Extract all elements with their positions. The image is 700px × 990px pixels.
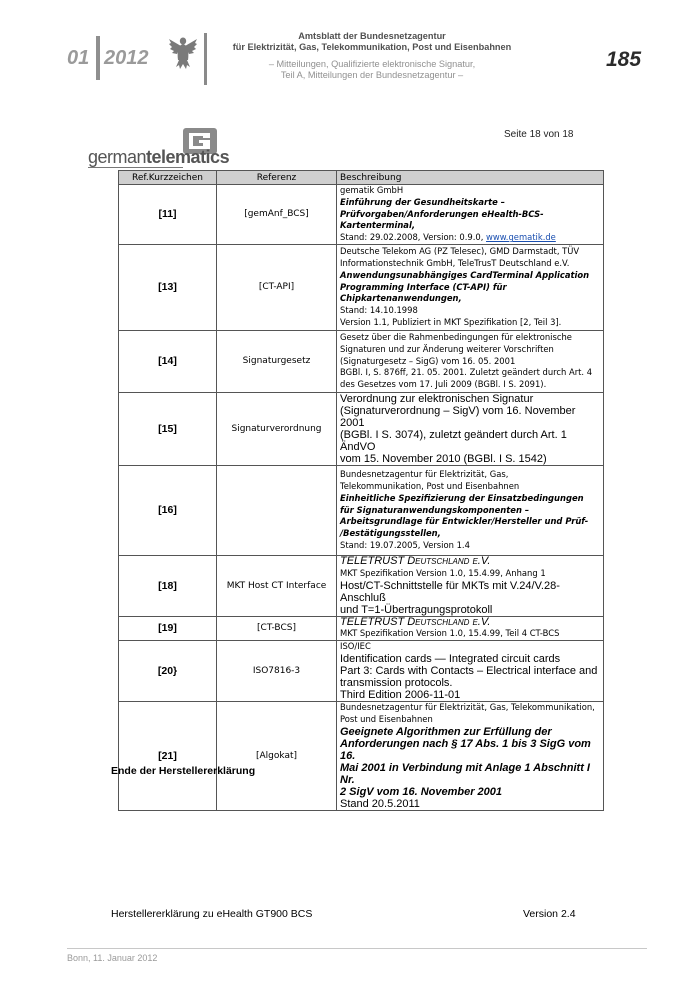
gazette-title bbox=[222, 31, 522, 53]
description-line bbox=[340, 617, 600, 629]
description-text: Einführung der Gesundheitskarte – bbox=[340, 196, 505, 207]
description-cell bbox=[337, 465, 604, 555]
description-text: (BGBl. I S. 3074), zuletzt geändert durch Art. 1 ÄndVO bbox=[340, 428, 567, 453]
description-line bbox=[340, 344, 600, 356]
description-line bbox=[340, 393, 600, 405]
ref-id-cell: [14] bbox=[119, 330, 217, 392]
page-counter: Seite 18 von 18 bbox=[504, 129, 574, 140]
description-line bbox=[340, 209, 600, 233]
logo-text-german: german bbox=[88, 147, 147, 167]
description-line bbox=[340, 653, 600, 665]
description-text: und T=1-Übertragungsprotokoll bbox=[340, 603, 493, 616]
gazette-title-line2: für Elektrizität, Gas, Telekommunikation, Post und Eisenbahnen bbox=[232, 42, 512, 52]
reference-cell: [CT-API] bbox=[217, 244, 337, 330]
table-row bbox=[119, 392, 604, 465]
gazette-subtitle-line2: Teil A, Mitteilungen der Bundesnetzagentur – bbox=[280, 70, 464, 80]
table-row bbox=[119, 244, 604, 330]
footer-document-title: Herstellererklärung zu eHealth GT900 BCS bbox=[111, 908, 313, 920]
description-line bbox=[340, 556, 600, 568]
reference-cell: MKT Host CT Interface bbox=[217, 555, 337, 616]
description-cell bbox=[337, 641, 604, 702]
description-text: BGBl. I, S. 876ff, 21. 05. 2001. Zuletzt geändert durch Art. 4 bbox=[340, 367, 593, 378]
description-line bbox=[340, 604, 600, 616]
description-line bbox=[340, 798, 600, 810]
germantelematics-logo bbox=[88, 147, 229, 168]
description-line bbox=[340, 293, 600, 305]
ref-id-cell: [16] bbox=[119, 465, 217, 555]
description-line bbox=[340, 197, 600, 209]
description-line bbox=[340, 493, 600, 505]
description-line bbox=[340, 379, 600, 391]
federal-eagle-icon bbox=[168, 33, 198, 73]
description-line bbox=[340, 332, 600, 344]
description-text: Prüfvorgaben/Anforderungen eHealth-BCS-Kartenterminal, bbox=[340, 208, 544, 231]
description-line bbox=[340, 185, 600, 197]
description-cell bbox=[337, 330, 604, 392]
description-text: Bundesnetzagentur für Elektrizität, Gas, Telekommunikation, bbox=[340, 702, 595, 713]
column-header-referenz: Referenz bbox=[217, 171, 337, 185]
description-text: (Signaturgesetz – SigG) vom 16. 05. 2001 bbox=[340, 355, 516, 366]
description-text: TELETRUST Deutschland e.V. bbox=[340, 615, 491, 628]
table-row bbox=[119, 185, 604, 245]
description-text: transmission protocols. bbox=[340, 677, 453, 690]
column-header-beschreibung: Beschreibung bbox=[337, 171, 604, 185]
description-text: 2 SigV vom 16. November 2001 bbox=[340, 785, 503, 798]
logo-text-telematics: telematics bbox=[146, 147, 230, 167]
description-cell bbox=[337, 702, 604, 811]
description-text: Part 3: Cards with Contacts – Electrical interface and bbox=[340, 665, 598, 678]
description-line bbox=[340, 429, 600, 453]
reference-cell: Signaturverordnung bbox=[217, 392, 337, 465]
description-line bbox=[340, 453, 600, 465]
description-line bbox=[340, 568, 600, 580]
ref-id-cell: [15] bbox=[119, 392, 217, 465]
ref-id-cell: [19] bbox=[119, 616, 217, 641]
description-text: Stand: 19.07.2005, Version 1.4 bbox=[340, 539, 470, 550]
description-text: Stand: 14.10.1998 bbox=[340, 305, 418, 316]
ref-id-cell: [21] bbox=[119, 702, 217, 811]
table-row bbox=[119, 330, 604, 392]
description-text: Chipkartenanwendungen, bbox=[340, 293, 462, 304]
gazette-subtitle-line1: – Mitteilungen, Qualifizierte elektronische Signatur, bbox=[268, 59, 476, 69]
description-text: gematik GmbH bbox=[340, 185, 404, 195]
description-text: Stand: 29.02.2008, Version: 0.9.0, bbox=[340, 232, 487, 243]
description-line bbox=[340, 246, 600, 258]
footer-version: Version 2.4 bbox=[523, 908, 576, 920]
description-text: Stand 20.5.2011 bbox=[340, 797, 420, 810]
ref-id-cell: [20} bbox=[119, 641, 217, 702]
description-text: TELETRUST Deutschland e.V. bbox=[340, 554, 491, 567]
table-row bbox=[119, 616, 604, 641]
description-text: Telekommunikation, Post und Eisenbahnen bbox=[340, 480, 520, 491]
description-text: MKT Spezifikation Version 1.0, 15.4.99, Teil 4 CT-BCS bbox=[340, 628, 560, 639]
description-line bbox=[340, 786, 600, 798]
description-line bbox=[340, 665, 600, 677]
table-row bbox=[119, 702, 604, 811]
reference-cell: [gemAnf_BCS] bbox=[217, 185, 337, 245]
issue-number: 01 bbox=[67, 47, 90, 69]
gematik-link[interactable]: www.gematik.de bbox=[486, 232, 556, 243]
reference-cell: [CT-BCS] bbox=[217, 616, 337, 641]
description-text: Identification cards — Integrated circuit cards bbox=[340, 653, 561, 666]
description-cell bbox=[337, 244, 604, 330]
description-text: Informationstechnik GmbH, TeleTrusT Deutschland e.V. bbox=[340, 257, 570, 268]
description-text: vom 15. November 2010 (BGBl. I S. 1542) bbox=[340, 452, 547, 465]
footer-divider bbox=[67, 948, 647, 949]
description-line bbox=[340, 270, 600, 282]
end-of-declaration: Ende der Herstellererklärung bbox=[111, 765, 256, 777]
ref-id-cell: [18] bbox=[119, 555, 217, 616]
description-line bbox=[340, 469, 600, 481]
description-line bbox=[340, 356, 600, 368]
reference-cell: Signaturgesetz bbox=[217, 330, 337, 392]
description-line bbox=[340, 628, 600, 640]
description-line bbox=[340, 282, 600, 294]
table-row bbox=[119, 641, 604, 702]
description-text: MKT Spezifikation Version 1.0, 15.4.99, Anhang 1 bbox=[340, 567, 546, 578]
description-text: für Signaturanwendungskomponenten – bbox=[340, 504, 530, 515]
description-cell bbox=[337, 616, 604, 641]
description-cell bbox=[337, 555, 604, 616]
description-cell bbox=[337, 185, 604, 245]
gazette-title-line1: Amtsblatt der Bundesnetzagentur bbox=[298, 31, 446, 41]
description-text: Programming Interface (CT-API) für bbox=[340, 281, 507, 292]
header-divider bbox=[96, 36, 100, 80]
description-line bbox=[340, 677, 600, 689]
description-text: Version 1.1, Publiziert in MKT Spezifikation [2, Teil 3]. bbox=[340, 316, 562, 327]
description-line bbox=[340, 689, 600, 701]
table-body bbox=[119, 185, 604, 811]
description-line bbox=[340, 505, 600, 517]
description-line bbox=[340, 258, 600, 270]
description-text: Mai 2001 in Verbindung mit Anlage 1 Abschnitt I Nr. bbox=[340, 761, 590, 786]
description-line bbox=[340, 305, 600, 317]
issue-year: 2012 bbox=[104, 47, 149, 69]
description-line bbox=[340, 405, 600, 429]
table-row bbox=[119, 465, 604, 555]
reference-cell: [Algokat] bbox=[217, 702, 337, 811]
reference-table bbox=[118, 170, 604, 811]
description-line bbox=[340, 232, 600, 244]
description-line bbox=[340, 738, 600, 762]
description-text: Arbeitsgrundlage für Entwickler/Hersteller und Prüf- bbox=[340, 516, 589, 527]
description-text: Host/CT-Schnittstelle für MKTs mit V.24/V.28-Anschluß bbox=[340, 579, 560, 604]
description-line bbox=[340, 714, 600, 726]
description-text: Anforderungen nach § 17 Abs. 1 bis 3 SigG vom 16. bbox=[340, 737, 591, 762]
logo-underline bbox=[88, 167, 183, 168]
reference-cell: ISO7816-3 bbox=[217, 641, 337, 702]
description-text: Signaturen und zur Änderung weiterer Vorschriften bbox=[340, 343, 554, 354]
description-text: Anwendungsunabhängiges CardTerminal Application bbox=[340, 269, 590, 280]
description-line bbox=[340, 528, 600, 540]
description-line bbox=[340, 367, 600, 379]
description-text: Post und Eisenbahnen bbox=[340, 713, 433, 724]
description-text: ISO/IEC bbox=[340, 641, 371, 652]
description-text: (Signaturverordnung – SigV) vom 16. November 2001 bbox=[340, 404, 576, 429]
description-line bbox=[340, 762, 600, 786]
description-line bbox=[340, 516, 600, 528]
ref-id-cell: [13] bbox=[119, 244, 217, 330]
table-row bbox=[119, 555, 604, 616]
ref-id-cell: [11] bbox=[119, 185, 217, 245]
table-header-row bbox=[119, 171, 604, 185]
description-text: /Bestätigungsstellen, bbox=[340, 528, 441, 539]
description-line bbox=[340, 540, 600, 552]
description-line bbox=[340, 317, 600, 329]
description-line bbox=[340, 580, 600, 604]
description-text: des Gesetzes vom 17. Juli 2009 (BGBl. I S. 2091). bbox=[340, 379, 547, 390]
description-text: Deutsche Telekom AG (PZ Telesec), GMD Darmstadt, TÜV bbox=[340, 246, 580, 257]
description-text: Bundesnetzagentur für Elektrizität, Gas, bbox=[340, 469, 509, 480]
description-cell bbox=[337, 392, 604, 465]
column-header-kurzzeichen: Ref.Kurzzeichen bbox=[119, 171, 217, 185]
header-divider-right bbox=[204, 33, 207, 85]
description-text: Geeignete Algorithmen zur Erfüllung der bbox=[340, 725, 552, 738]
description-line bbox=[340, 481, 600, 493]
description-text: Third Edition 2006-11-01 bbox=[340, 689, 461, 702]
reference-cell bbox=[217, 465, 337, 555]
description-text: Einheitliche Spezifizierung der Einsatzbedingungen bbox=[340, 492, 584, 503]
gazette-page-number: 185 bbox=[606, 48, 642, 71]
description-line bbox=[340, 726, 600, 738]
footer-date: Bonn, 11. Januar 2012 bbox=[67, 953, 158, 963]
description-line bbox=[340, 702, 600, 714]
description-text: Gesetz über die Rahmenbedingungen für elektronische bbox=[340, 331, 572, 342]
description-text: Verordnung zur elektronischen Signatur bbox=[340, 392, 534, 405]
gazette-subtitle bbox=[222, 59, 522, 81]
description-line bbox=[340, 641, 600, 653]
